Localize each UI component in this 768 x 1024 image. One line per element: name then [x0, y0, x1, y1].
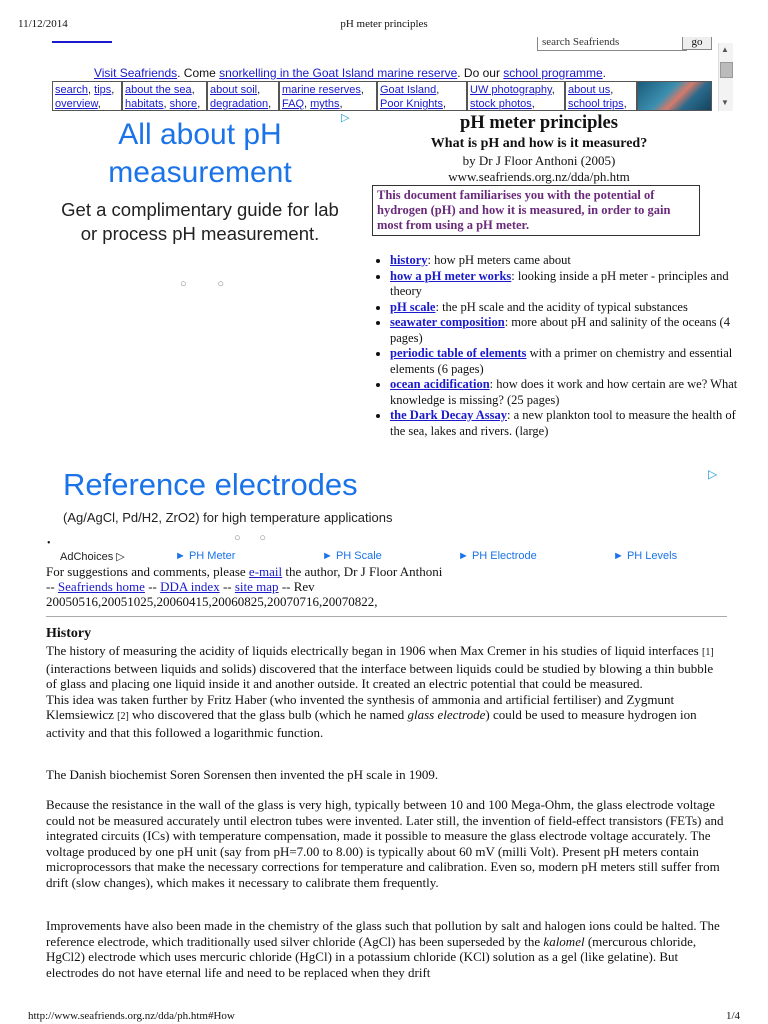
history-paragraph: The history of measuring the acidity of liquids electrically began in 1906 when Max Cremer in his studies of liquid interfaces [1] (interactions between liquids and solids) discovered that the interface between liquids could be studied by blowing a thin bubble of glass and placing one liquid inside it and another outside. It created an electric potential that could be measured. This idea was taken further by Fritz Haber (who invented the synthesis of ammonia and artificial fertiliser) and Zygmunt Klemsiewicz [2] who discovered that the glass bulb (which he named glass electrode) could be used to measure hydrogen ion activity and that this followed a logarithmic function. [46, 643, 714, 740]
scroll-down-icon[interactable]: ▼ [721, 98, 729, 107]
toc-link-history[interactable]: history [390, 253, 428, 267]
nav-cell: UW photography, stock photos, [467, 81, 565, 111]
search-input[interactable]: search Seafriends [537, 37, 687, 51]
bullet-dot: • [47, 538, 51, 549]
nav-link-tips[interactable]: tips [94, 84, 112, 96]
ad1-carousel-dots[interactable]: ○ ○ [180, 278, 239, 290]
toc-item: • seawater composition: more about pH and salinity of the oceans (4 pages) [390, 315, 750, 346]
nav-link-goat-island[interactable]: Goat Island [380, 84, 437, 96]
toc-item: • the Dark Decay Assay: a new plankton tool to measure the health of the sea, lakes and rivers. (large) [390, 408, 750, 439]
nav-cell: search, tips, overview, [52, 81, 122, 111]
nav-link-overview[interactable]: overview [55, 98, 98, 110]
history-paragraph: Improvements have also been made in the chemistry of the glass such that pollution by salt and halogen ions could be halted. The reference electrode, which traditionally used silver chloride (AgCl) has been superseded by the kalomel (mercurous chloride, HgCl2) electrode which uses mercuric chloride (HgCl) in a potassium chloride (KCl) solution as a gel (like gelatine). But electrodes do not have eternal life and need to be replaced when they drift [46, 918, 720, 980]
ad-link-ph-scale[interactable]: ► PH Scale [322, 550, 382, 562]
toc-item: • how a pH meter works: looking inside a pH meter - principles and theory [390, 269, 750, 300]
scroll-up-icon[interactable]: ▲ [721, 45, 729, 54]
nav-cell: marine reserves, FAQ, myths, [279, 81, 377, 111]
history-heading: History [46, 626, 92, 641]
scroll-thumb[interactable] [720, 62, 733, 78]
print-date: 11/12/2014 [18, 18, 68, 30]
site-nav [52, 81, 712, 111]
ad1-body[interactable]: Get a complimentary guide for lab or process pH measurement. [61, 199, 339, 244]
nav-link-myths[interactable]: myths [310, 98, 340, 110]
ad1-title[interactable]: All about pH measurement [108, 118, 292, 189]
site-map-link[interactable]: site map [234, 579, 279, 594]
page-subtitle: What is pH and how is it measured? [430, 136, 648, 151]
toc-item: • ocean acidification: how does it work and how certain are we? What knowledge is missing? (25 pages) [390, 377, 750, 408]
contact-block: For suggestions and comments, please e-mail the author, Dr J Floor Anthoni -- Seafriends home -- DDA index -- site map -- Rev 20050516,20051025,20060415,20060825,20070716,20070822, [46, 564, 443, 609]
nav-link-faq[interactable]: FAQ [282, 98, 305, 110]
reference-1[interactable]: [1] [701, 647, 714, 658]
toc-link-seawater[interactable]: seawater composition [390, 315, 505, 329]
author-line: by Dr J Floor Anthoni (2005) [462, 153, 616, 168]
dda-index-link[interactable]: DDA index [160, 579, 220, 594]
nav-link-habitats[interactable]: habitats [125, 98, 164, 110]
toc-link-ph-scale[interactable]: pH scale [390, 299, 436, 314]
fish-photo[interactable] [637, 81, 712, 111]
go-button[interactable]: go [682, 37, 712, 50]
toc-link-dark-decay[interactable]: the Dark Decay Assay [390, 408, 508, 422]
nav-link-search[interactable]: search [55, 84, 89, 96]
nav-link-about-sea[interactable]: about the sea [125, 84, 192, 96]
ad-link-ph-meter[interactable]: ► PH Meter [175, 550, 236, 562]
intro-box: This document familiarises you with the potential of hydrogen (pH) and how it is measured, in order to gain most from using a pH meter. [372, 185, 700, 236]
nav-link-shore[interactable]: shore [169, 98, 198, 110]
print-title: pH meter principles [340, 18, 428, 30]
toc-item: • periodic table of elements with a primer on chemistry and essential elements (6 pages) [390, 346, 750, 377]
seafriends-home-link[interactable]: Seafriends home [57, 579, 145, 594]
nav-link-stock-photos[interactable]: stock photos [470, 98, 532, 110]
print-url: http://www.seafriends.org.nz/dda/ph.htm#How [28, 1010, 235, 1022]
toc-link-periodic-table[interactable]: periodic table of elements [390, 346, 527, 360]
nav-cell: Goat Island, Poor Knights, [377, 81, 467, 111]
nav-link-uw-photography[interactable]: UW photography [470, 84, 552, 96]
toc-item: • pH scale: the pH scale and the acidity of typical substances [390, 300, 750, 316]
visit-seafriends-link[interactable]: Visit Seafriends [93, 66, 178, 80]
page-title: pH meter principles [460, 113, 618, 133]
nav-link-about-us[interactable]: about us [568, 84, 611, 96]
ad2-carousel-dots[interactable]: ○ ○ [234, 532, 275, 544]
divider [46, 616, 727, 617]
email-link[interactable]: e-mail [248, 564, 283, 579]
revision-dates: 20050516,20051025,20060415,20060825,20070716,20070822, [46, 594, 378, 609]
adchoices-icon[interactable]: ▷ [341, 112, 350, 124]
cut-off-link [52, 41, 112, 43]
toc-link-ocean-acidification[interactable]: ocean acidification [390, 377, 490, 391]
ad2-title[interactable]: Reference electrodes [63, 467, 358, 502]
nav-cell: about the sea, habitats, shore, [122, 81, 207, 111]
nav-link-marine-reserves[interactable]: marine reserves [282, 84, 361, 96]
ad-link-ph-levels[interactable]: ► PH Levels [613, 550, 678, 562]
history-paragraph: The Danish biochemist Soren Sorensen then invented the pH scale in 1909. [46, 767, 439, 782]
table-of-contents [370, 253, 750, 439]
nav-cell: about soil, degradation, [207, 81, 279, 111]
promo-line: Visit Seafriends. Come snorkelling in the Goat Island marine reserve. Do our school programme. [93, 66, 607, 80]
nav-cell: about us, school trips, [565, 81, 637, 111]
print-page-number: 1/4 [725, 1010, 740, 1022]
nav-link-school-trips[interactable]: school trips [568, 98, 624, 110]
nav-link-degradation[interactable]: degradation [210, 98, 269, 110]
website-line: www.seafriends.org.nz/dda/ph.htm [448, 169, 630, 184]
nav-link-poor-knights[interactable]: Poor Knights [380, 98, 443, 110]
ad2-subtitle[interactable]: (Ag/AgCl, Pd/H2, ZrO2) for high temperature applications [63, 510, 393, 525]
adchoices-icon[interactable]: ▷ [708, 467, 718, 481]
ad-link-ph-electrode[interactable]: ► PH Electrode [458, 550, 537, 562]
history-paragraph: Because the resistance in the wall of the glass is very high, typically between 10 and 100 Mega-Ohm, the glass electrode voltage could not be measured accurately until electron tubes were invented. Later still, the invention of field-effect transistors (FETs) and integrated circuits (ICs) with temperature compensation, made it possible to measure the glass electrode voltage accurately. The voltage produced by one pH unit (say from pH=7.00 to 8.00) is typically about 60 mV (milli Volt). Present pH meters contain microprocessors that make the necessary corrections for temperature and calibration. Even so, modern pH meters still suffer from drift (slow changes), which makes it necessary to calibrate them frequently. [46, 797, 724, 890]
reference-2[interactable]: [2] [117, 711, 129, 722]
snorkelling-link[interactable]: snorkelling in the Goat Island marine reserve [219, 66, 458, 80]
adchoices-label[interactable]: AdChoices ▷ [60, 551, 125, 563]
school-programme-link[interactable]: school programme [503, 66, 603, 80]
toc-item: • history: how pH meters came about [390, 253, 750, 269]
toc-link-how-ph-meter-works[interactable]: how a pH meter works [390, 268, 512, 283]
nav-link-about-soil[interactable]: about soil [210, 84, 258, 96]
